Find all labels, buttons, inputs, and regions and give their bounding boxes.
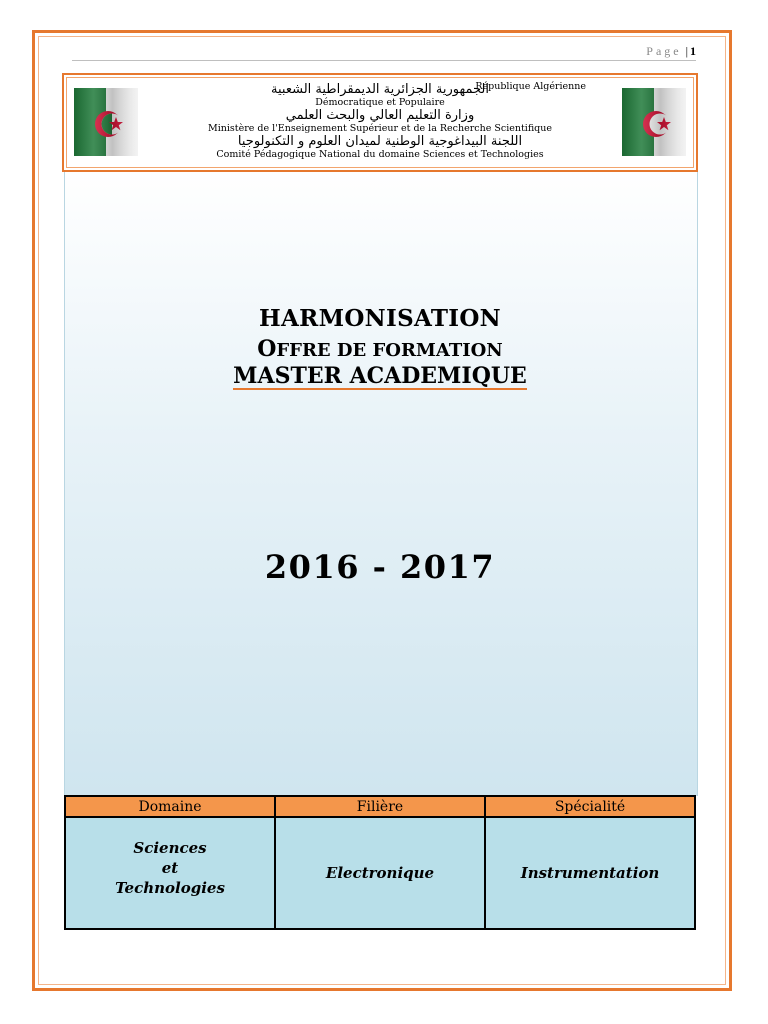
republic-fr-2: Démocratique et Populaire [315, 96, 445, 108]
header-text [154, 79, 606, 161]
academic-year: 2016 - 2017 [264, 548, 496, 586]
header-rule [72, 60, 696, 61]
cell-specialite: Instrumentation [485, 817, 695, 929]
header-domaine: Domaine [65, 796, 275, 817]
page-number-value: 1 [690, 44, 696, 58]
title-line-2-rest: FFRE DE FORMATION [276, 340, 503, 361]
header-specialite: Spécialité [485, 796, 695, 817]
page-number [646, 44, 696, 59]
arabic-republic: الجمهورية الجزائرية الديمقراطية الشعبية [271, 82, 489, 97]
republic-fr-1: République Algérienne [475, 81, 586, 92]
arabic-committee: اللجنة البيداغوجية الوطنية لميدان العلوم و التكنولوجيا [237, 133, 523, 149]
cover-background [64, 170, 698, 796]
page-word: Page [646, 44, 682, 58]
title-line-3: MASTER ACADEMIQUE [233, 363, 527, 389]
committee-fr: Comité Pédagogique National du domaine Sciences et Technologies [216, 148, 544, 160]
title-line-2-initial: O [257, 336, 277, 362]
republic-row [154, 79, 606, 98]
algerian-flag-icon [74, 88, 138, 156]
algerian-flag-icon [622, 88, 686, 156]
title-line-1: HARMONISATION [259, 305, 501, 332]
ministry-fr: Ministère de l'Enseignement Supérieur et de la Recherche Scientifique [208, 122, 552, 134]
domaine-line-3: Technologies [115, 879, 225, 897]
institution-header [62, 73, 698, 172]
page-separator: | [685, 44, 688, 58]
domaine-line-2: et [161, 859, 179, 877]
arabic-ministry: وزارة التعليم العالي والبحث العلمي [285, 107, 475, 123]
table-header-row [65, 796, 695, 817]
header-filiere: Filière [275, 796, 485, 817]
domaine-line-1: Sciences [133, 839, 207, 857]
cell-filiere: Electronique [275, 817, 485, 929]
title-line-2 [64, 336, 696, 362]
table-row [65, 817, 695, 929]
cell-domaine [65, 817, 275, 929]
document-title [64, 305, 696, 390]
specialty-table [64, 795, 696, 930]
